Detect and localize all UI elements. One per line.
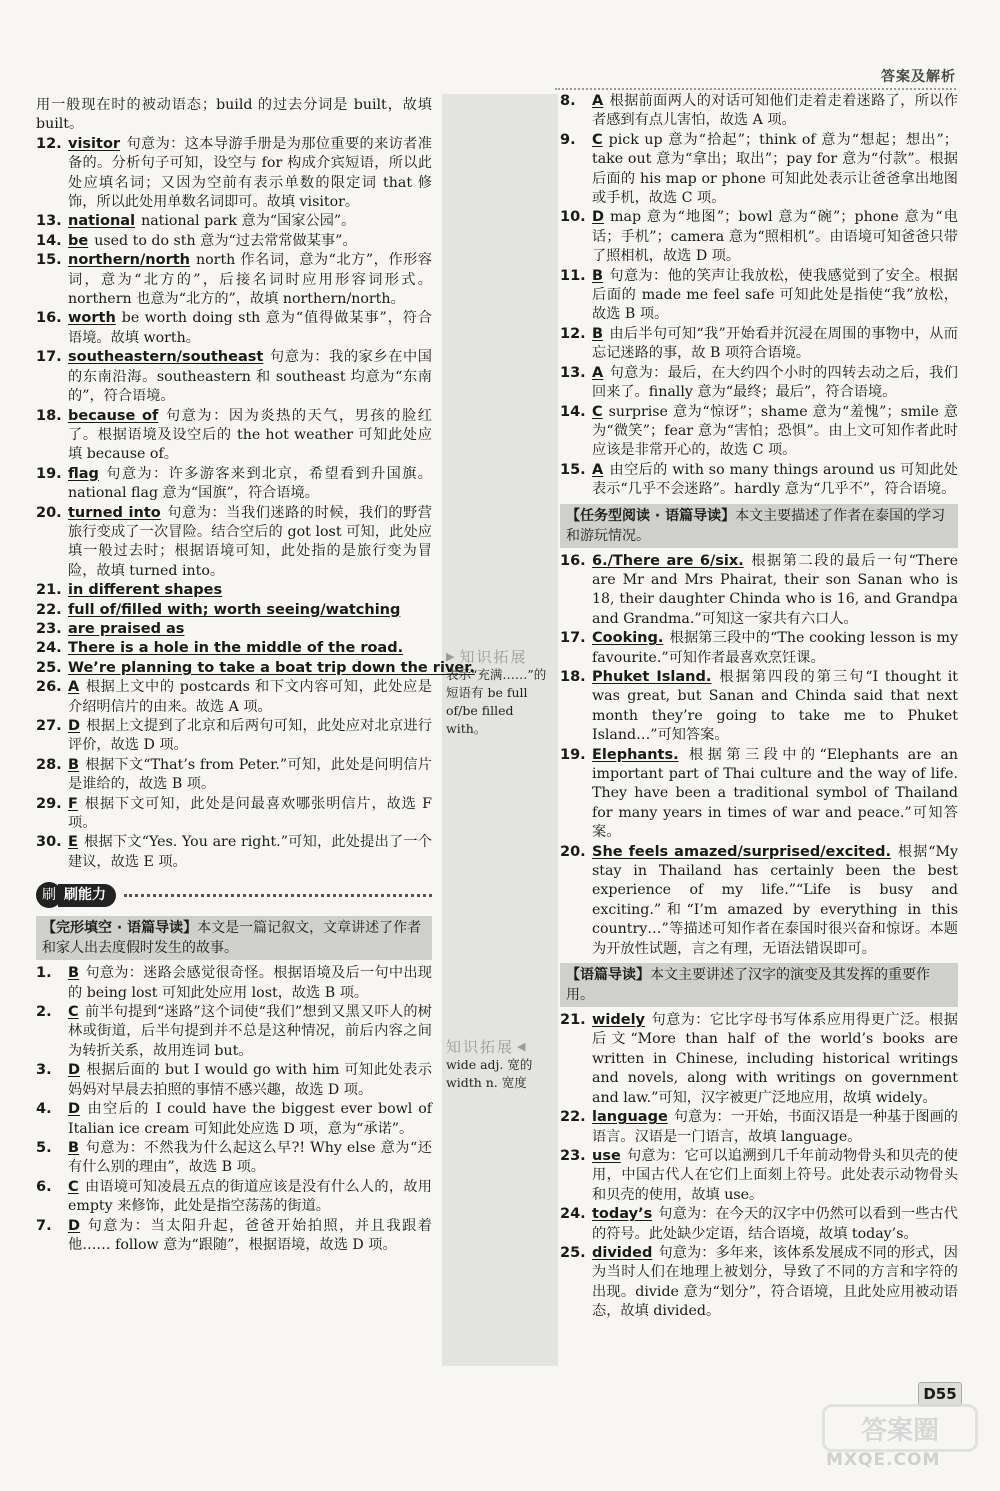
explanation-text: 根据后面的 but I would go with him 可知此处表示妈妈对早晨去拍照的事情不感兴趣，故选 D 项。 [68, 1062, 432, 1098]
answer-body [592, 461, 958, 500]
answer-entry [36, 964, 432, 1003]
answer-key: D [68, 1062, 81, 1079]
answer-key: divided [592, 1244, 653, 1261]
explanation-text: used to do sth 意为“过去常常做某事”。 [94, 232, 357, 249]
side-note-title [446, 1038, 554, 1056]
answer-entry [560, 267, 958, 325]
explanation-text: 根据第二段的最后一句“There are Mr and Mrs Phairat, their son Sanan who is 18, their daughter Chinda who is 16, and Grandpa and Grandma.”可知这一家共有六口人。 [592, 552, 959, 627]
answer-entry [36, 348, 432, 406]
explanation-text: 根据下文可知，此处是问最喜欢哪张明信片，故选 F 项。 [68, 795, 432, 832]
answer-body [592, 1108, 958, 1147]
watermark-site: MXQE.COM [826, 1450, 941, 1470]
question-number: 25. [560, 1244, 586, 1261]
answer-key: C [592, 403, 603, 420]
answer-key: D [592, 209, 605, 226]
question-number: 28. [36, 756, 62, 773]
explanation-text: 根据前面两人的对话可知他们走着走着迷路了，所以作者感到有点儿害怕，故选 A 项。 [592, 93, 958, 129]
answer-body [68, 309, 432, 348]
question-number: 29. [36, 795, 62, 812]
ability-section-header [36, 882, 432, 908]
answer-key: visitor [68, 135, 121, 152]
question-number: 26. [36, 679, 62, 696]
explanation-text: be worth doing sth 意为“值得做某事”，符合语境。故填 worth。 [68, 310, 432, 346]
answer-key: She feels amazed/surprised/excited. [592, 843, 891, 860]
right-mid-entries [560, 552, 958, 960]
answer-continuation: 用一般现在时的被动语态；build 的过去分词是 built，故填 built。 [36, 97, 432, 133]
question-number: 14. [560, 403, 586, 420]
question-number: 21. [560, 1012, 586, 1029]
answer-key: A [592, 93, 604, 109]
explanation-text: 由后半句可知“我”开始看并沉浸在周围的事物中，从而忘记迷路的事，故 B 项符合语境。 [592, 325, 958, 362]
question-number: 7. [36, 1217, 52, 1234]
answer-key: southeastern/southeast [68, 349, 264, 366]
side-note-2 [446, 1038, 554, 1092]
explanation-text: 根据下文“That’s from Peter.”可知，此处是问明信片是谁给的，故选 B 项。 [68, 756, 432, 793]
answer-entry [36, 309, 432, 348]
explanation-text: 由空后的 with so many things around us 可知此处表示“几乎不会迷路”。hardly 意为“几乎不”，符合语境。 [592, 461, 958, 498]
question-number: 19. [560, 746, 586, 763]
answer-key: B [68, 756, 80, 773]
explanation-text: 根据下文“Yes. You are right.”可知，此处提出了一个建议，故选 E 项。 [68, 834, 432, 870]
answer-body [68, 639, 432, 658]
answer-body [592, 325, 958, 364]
answer-body [592, 131, 958, 209]
question-number: 23. [560, 1147, 586, 1164]
answer-body [592, 843, 958, 959]
answer-entry [36, 795, 432, 834]
answer-body [68, 833, 432, 872]
answer-entry [560, 1011, 958, 1108]
answer-body [592, 403, 958, 461]
explanation-text: 句意为：在今天的汉字中仍然可以看到一些古代的符号。此处缺少定语，结合语境，故填 today’s。 [592, 1206, 958, 1242]
explanation-text: north 作名词，意为“北方”，作形容词，意为“北方的”，后接名词时应用形容词形式。northern 也意为“北方的”，故填 northern/north。 [68, 252, 432, 308]
explanation-text: map 意为“地图”；bowl 意为“碗”；phone 意为“电话；手机”；camera 意为“照相机”。由语境可知爸爸只带了照相机，故选 D 项。 [592, 209, 958, 265]
answer-key: turned into [68, 504, 161, 521]
explanation-text: 根据第三段中的“The cooking lesson is my favourite.”可知作者最喜欢烹饪课。 [592, 630, 958, 666]
answer-entry [560, 92, 958, 131]
answer-body [592, 746, 958, 843]
answer-entry [560, 668, 958, 746]
side-note-text: 表示“充满……”的短语有 be full of/be filled with。 [446, 667, 547, 736]
answer-body [592, 1244, 958, 1322]
answer-entry [36, 1178, 432, 1217]
answer-key: B [68, 1139, 80, 1156]
answer-key: E [68, 834, 78, 851]
answer-body [68, 601, 432, 620]
answer-entry [36, 601, 432, 620]
banner-tag: 【任务型阅读 · 语篇导读】 [566, 507, 736, 524]
question-number: 13. [560, 364, 586, 381]
explanation-text: 根据上文中的 postcards 和下文内容可知，此处应是介绍明信片的由来。故选 A 项。 [68, 679, 432, 715]
answer-key: A [592, 364, 604, 381]
answer-key: There is a hole in the middle of the road. [68, 640, 404, 657]
answer-key: B [592, 325, 604, 342]
side-note-title-text: 知识拓展 [446, 1038, 515, 1056]
question-number: 27. [36, 718, 62, 734]
answer-entry [36, 659, 475, 678]
explanation-text: 句意为：我的家乡在中国的东南沿海。southeastern 和 southeast 均意为“东南的”，符合语境。 [68, 349, 432, 405]
explanation-text: 句意为：他的笑声让我放松，使我感觉到了安全。根据后面的 made me feel safe 可知此处是指使“我”放松，故选 B 项。 [592, 267, 958, 323]
question-number: 12. [36, 135, 62, 152]
triangle-icon: ▶ [446, 650, 457, 663]
question-number: 14. [36, 232, 62, 249]
explanation-text: 根据第四段的第三句“I thought it was great, but Sanan and Chinda said that next month they’re going to take me to Phuket Island…”可知答案。 [592, 668, 958, 744]
banner-tag: 【完形填空 · 语篇导读】 [42, 920, 198, 937]
explanation-text: 句意为：许多游客来到北京，希望看到升国旗。national flag 意为“国旗”，符合语境。 [68, 465, 432, 502]
header-label: 答案及解析 [881, 69, 956, 85]
answer-key: flag [68, 465, 99, 482]
answer-key: today’s [592, 1206, 653, 1223]
answer-body [68, 135, 432, 213]
question-number: 11. [560, 267, 586, 284]
answer-body [68, 678, 432, 717]
answer-body [68, 659, 481, 678]
answer-body [592, 208, 958, 266]
answer-body [68, 1100, 432, 1139]
answer-entry [36, 620, 432, 639]
question-number: 23. [36, 620, 62, 637]
answer-body [68, 504, 432, 582]
explanation-text: 句意为：迷路会感觉很奇怪。根据语境及后一句中出现的 being lost 可知此处应用 lost，故选 B 项。 [68, 965, 432, 1001]
explanation-text: 前半句提到“迷路”这个词使“我们”想到又黑又吓人的树林或街道，后半句提到并不总是这种情况，前后内容之间为转折关系，故用连词 but。 [68, 1004, 432, 1059]
question-number: 6. [36, 1178, 52, 1195]
question-number: 3. [36, 1062, 52, 1079]
question-number: 20. [560, 843, 586, 860]
answer-key: use [592, 1147, 621, 1164]
header-rule [555, 88, 956, 90]
answer-body [68, 251, 432, 309]
answer-entry [560, 325, 958, 364]
answer-key: are praised as [68, 620, 185, 637]
answer-entry [36, 678, 432, 717]
answer-key: C [68, 1178, 79, 1195]
answer-entry [560, 403, 958, 461]
explanation-text: 句意为：最后，在大约四个小时的四转去动之后，我们回来了。finally 意为“最终；最后”，符合语境。 [592, 364, 958, 401]
question-number: 22. [560, 1109, 586, 1126]
answer-key: D [68, 1217, 81, 1234]
question-number: 8. [560, 93, 576, 109]
answer-body [68, 1003, 432, 1061]
question-number: 15. [36, 252, 62, 269]
answer-entry [36, 407, 432, 465]
explanation-text: 根据第三段中的“Elephants are an important part of Thai culture and the way of life. They have been a traditional symbol of Thailand for many years in times of war and peace.”可知答案。 [592, 746, 958, 841]
explanation-text: 句意为：它可以追溯到几千年前动物骨头和贝壳的使用，中国古代人在它们上面刻上符号。此处表示动物骨头和贝壳的使用，故填 use。 [592, 1147, 958, 1203]
answer-entry [36, 1217, 432, 1256]
question-number: 30. [36, 834, 62, 851]
answer-entry [36, 465, 432, 504]
answer-key: language [592, 1109, 668, 1126]
explanation-text: surprise 意为“惊讶”；shame 意为“羞愧”；smile 意为“微笑”；fear 意为“害怕；恐惧”。由上文可知作者此时应该是非常开心的，故选 C 项。 [592, 403, 958, 459]
answer-entry [560, 629, 958, 668]
answer-body [592, 267, 958, 325]
answer-body [68, 795, 432, 834]
question-number: 1. [36, 965, 52, 982]
side-note-title-text: 知识拓展 [459, 648, 528, 666]
right-column [560, 92, 958, 1322]
answer-body [68, 756, 432, 795]
question-number: 17. [560, 630, 586, 647]
explanation-text: 句意为：多年来，该体系发展成不同的形式，因为当时人们在地理上被划分，导致了不同的方言和字符的出现。divide 意为“划分”，符合语境，且此处应用被动语态，故填 divided。 [592, 1244, 958, 1320]
answer-key: 6./There are 6/six. [592, 552, 744, 569]
answer-key: because of [68, 407, 159, 424]
explanation-text: 句意为：一开始，书面汉语是一种基于图画的语言。汉语是一门语言，故填 language。 [592, 1109, 958, 1145]
answer-key: in different shapes [68, 582, 223, 599]
answer-entry [36, 1003, 432, 1061]
triangle-icon: ◀ [517, 1040, 528, 1053]
question-number: 4. [36, 1101, 52, 1118]
answer-entry [560, 1147, 958, 1205]
answer-entry [36, 212, 432, 231]
question-number: 12. [560, 325, 586, 342]
answer-entry [560, 746, 958, 843]
answer-key: worth [68, 310, 116, 327]
answer-body [592, 1205, 958, 1244]
answer-key: full of/filled with; worth seeing/watching [68, 601, 401, 618]
answer-entry [36, 756, 432, 795]
answer-body [68, 1061, 432, 1100]
answer-entry [36, 251, 432, 309]
answer-body [592, 92, 958, 131]
banner-text: 本文主要讲述了汉字的演变及其发挥的重要作用。 [566, 967, 930, 1004]
question-number: 19. [36, 465, 62, 482]
side-note-title [446, 648, 554, 666]
answer-body [68, 964, 432, 1003]
question-number: 5. [36, 1139, 52, 1156]
answer-entry [36, 581, 432, 600]
answer-key: northern/north [68, 252, 190, 269]
answer-entry [560, 1205, 958, 1244]
question-number: 16. [560, 552, 586, 569]
answer-entry [36, 504, 432, 582]
answer-key: Cooking. [592, 630, 664, 647]
side-note-1 [446, 648, 554, 738]
answer-key: D [68, 1101, 81, 1118]
answer-body [68, 1178, 432, 1217]
banner-task [560, 504, 958, 548]
answer-body [68, 1139, 432, 1178]
answer-body [592, 1011, 958, 1108]
right-top-entries [560, 92, 958, 500]
answer-body [592, 629, 958, 668]
answer-entry [560, 208, 958, 266]
ability-label: 刷能力 [58, 884, 116, 907]
answer-entry [36, 717, 432, 756]
answer-key: be [68, 232, 89, 249]
answer-entry [560, 461, 958, 500]
dotted-divider [124, 894, 432, 897]
explanation-text: 根据“My stay in Thailand has certainly been the best experience of my life.”“Life is busy and exciting.”和“I’m amazed by everything in this country…”等描述可知作者在泰国时很兴奋和惊讶。本题为开放性试题，言之有理，无语法错误即可。 [592, 843, 958, 957]
answer-body [592, 552, 958, 630]
answer-entry [36, 1061, 432, 1100]
watermark-logo: 答案圈 [822, 1404, 978, 1452]
right-bottom-entries [560, 1011, 958, 1322]
explanation-text: 句意为：这本导游手册是为那位重要的来访者准备的。分析句子可知，设空与 for 构成介宾短语，所以此处应填名词；又因为空前有表示单数的限定词 that 修饰，所以此处用单数名词即可。故填 visitor。 [68, 135, 432, 211]
answer-entry [36, 1139, 432, 1178]
answer-key: B [592, 267, 604, 284]
answer-entry [36, 833, 432, 872]
answer-entry [560, 552, 958, 630]
answer-entry [560, 131, 958, 209]
question-number: 25. [36, 659, 62, 676]
side-note-text: wide adj. 宽的 width n. 宽度 [446, 1057, 533, 1090]
answer-entry [560, 1108, 958, 1147]
left-column [36, 96, 475, 1255]
pencil-icon: 刷 [36, 882, 62, 908]
answer-entry [560, 843, 958, 959]
question-number: 13. [36, 213, 62, 230]
answer-entry [36, 639, 432, 658]
answer-entry [36, 232, 432, 251]
page-number: D55 [918, 1382, 962, 1406]
explanation-text: 由空后的 I could have the biggest ever bowl of Italian ice cream 可知此处应选 D 项，意为“承诺”。 [68, 1101, 432, 1137]
question-number: 21. [36, 582, 62, 599]
answer-body [592, 668, 958, 746]
answer-entry [560, 364, 958, 403]
left-top-entries [36, 96, 475, 872]
answer-key: national [68, 213, 136, 230]
answer-key: F [68, 795, 78, 812]
question-number: 17. [36, 349, 62, 366]
answer-key: D [68, 718, 81, 734]
explanation-text: 句意为：因为炎热的天气，男孩的脸红了。根据语境及设空后的 the hot weather 可知此处应填 because of。 [68, 407, 432, 463]
answer-body [68, 581, 432, 600]
answer-body [68, 620, 432, 639]
explanation-text: 句意为：不然我为什么起这么早?! Why else 意为“还有什么别的理由”，故选 B 项。 [68, 1139, 432, 1176]
answer-key: A [68, 679, 80, 696]
answer-key: A [592, 461, 604, 478]
answer-body [592, 1147, 958, 1205]
answer-body [68, 348, 432, 406]
question-number: 24. [560, 1206, 586, 1223]
answer-body [68, 407, 432, 465]
answer-key: C [592, 131, 603, 148]
answer-entry [560, 1244, 958, 1322]
question-number: 9. [560, 131, 576, 148]
banner-cloze [36, 916, 432, 960]
explanation-text: national park 意为“国家公园”。 [141, 213, 356, 230]
banner-text: 本文是一篇记叙文，文章讲述了作者和家人出去度假时发生的故事。 [42, 920, 422, 957]
question-number: 16. [36, 310, 62, 327]
question-number: 22. [36, 601, 62, 618]
answer-body [68, 232, 432, 251]
banner-tag: 【语篇导读】 [566, 967, 650, 984]
question-number: 18. [560, 668, 586, 685]
answer-key: We’re planning to take a boat trip down the river. [68, 659, 475, 676]
question-number: 18. [36, 407, 62, 424]
question-number: 20. [36, 504, 62, 521]
answer-body [68, 212, 432, 231]
explanation-text: 句意为：当我们迷路的时候，我们的野营旅行变成了一次冒险。结合空后的 got lost 可知，此处应填一般过去时；根据语境可知，此处指的是旅行变为冒险，故填 turned into。 [68, 504, 432, 579]
explanation-text: 句意为：当太阳升起，爸爸开始拍照，并且我跟着他…… follow 意为“跟随”，根据语境，故选 D 项。 [68, 1217, 432, 1253]
answer-entry [36, 1100, 432, 1139]
banner-passage [560, 963, 958, 1007]
answer-body [68, 465, 432, 504]
banner-text: 本文主要描述了作者在泰国的学习和游玩情况。 [566, 507, 946, 544]
question-number: 10. [560, 209, 586, 226]
answer-key: B [68, 965, 80, 982]
question-number: 15. [560, 461, 586, 478]
explanation-text: 由语境可知凌晨五点的街道应该是没有什么人的，故用 empty 来修饰，此处是指空荡荡的街道。 [68, 1178, 432, 1215]
answer-entry [36, 135, 432, 213]
explanation-text: pick up 意为“拾起”；think of 意为“想起；想出”；take out 意为“拿出；取出”；pay for 意为“付款”。根据后面的 his map or phone 可知此处表示让爸爸拿出地图或手机，故选 C 项。 [592, 131, 958, 207]
explanation-text: 根据上文提到了北京和后两句可知，此处应对北京进行评价，故选 D 项。 [68, 718, 432, 754]
answer-body [592, 364, 958, 403]
answer-key: widely [592, 1012, 646, 1029]
question-number: 2. [36, 1004, 52, 1021]
answer-body [68, 1217, 432, 1256]
explanation-text: 句意为：它比字母书写体系应用得更广泛。根据后文“More than half of the world’s books are written in Chinese, including historical writings and novels, along with writings on government and law.”可知，汉字被更广泛地应用，故填 widely。 [592, 1012, 958, 1106]
left-bottom-entries [36, 964, 432, 1255]
answer-key: Phuket Island. [592, 668, 712, 685]
answer-key: C [68, 1004, 79, 1021]
answer-body [68, 717, 432, 756]
answer-key: Elephants. [592, 746, 679, 763]
question-number: 24. [36, 640, 62, 657]
